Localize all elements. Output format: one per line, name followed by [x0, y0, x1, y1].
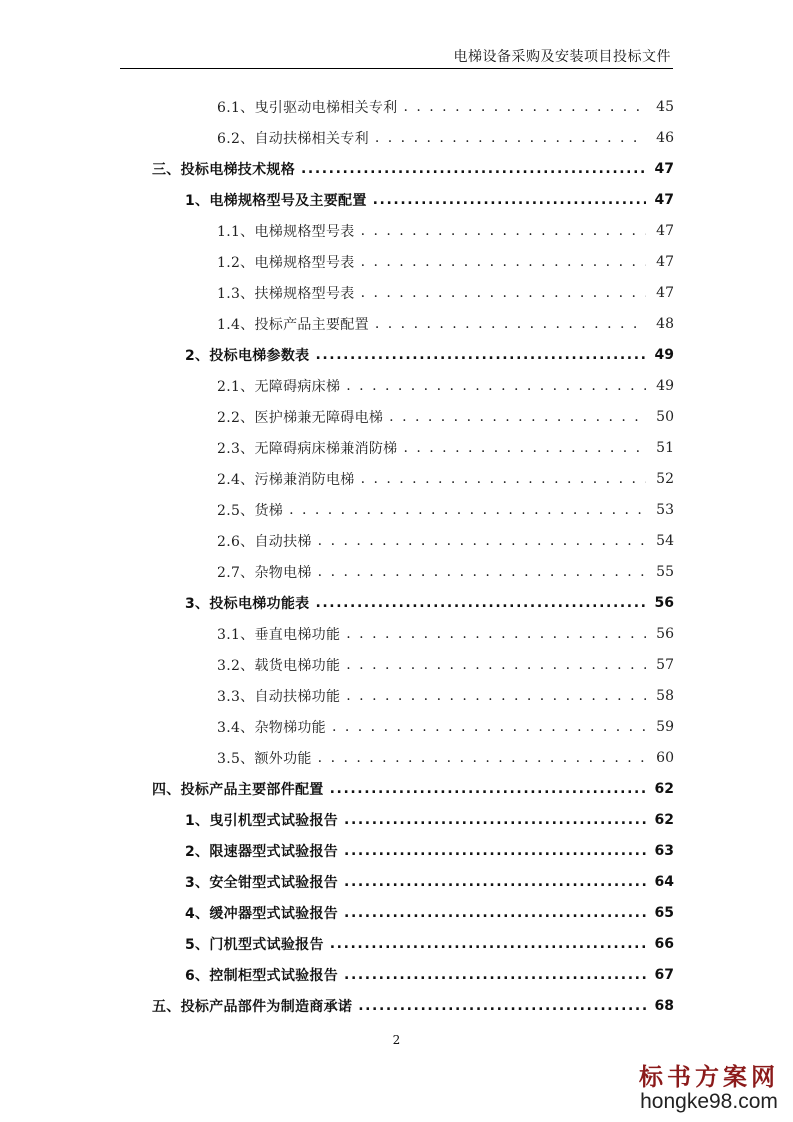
toc-entry-page: 62 [654, 780, 674, 797]
toc-entry-page: 64 [654, 873, 674, 890]
toc-entry-title: 3.4、杂物梯功能 [217, 719, 326, 736]
toc-entry-title: 2.5、货梯 [217, 502, 284, 519]
toc-entry-title: 3.5、额外功能 [217, 750, 312, 767]
toc-entry-page: 65 [654, 904, 674, 921]
toc-entry-title: 2、限速器型式试验报告 [185, 843, 339, 860]
toc-entry-page: 55 [656, 563, 674, 580]
toc-entry-title: 3、投标电梯功能表 [185, 595, 310, 612]
toc-entry-title: 2.4、污梯兼消防电梯 [217, 471, 355, 488]
toc-entry-title: 2.3、无障碍病床梯兼消防梯 [217, 440, 398, 457]
toc-dot-leader [344, 874, 646, 890]
toc-dot-leader [315, 595, 646, 611]
toc-entry-title: 4、缓冲器型式试验报告 [185, 905, 339, 922]
page-number: 2 [392, 1033, 401, 1047]
toc-entry[interactable] [0, 618, 793, 649]
toc-entry[interactable] [0, 711, 793, 742]
toc-entry[interactable] [0, 773, 793, 804]
toc-entry-title: 3、安全钳型式试验报告 [185, 874, 339, 891]
toc-entry[interactable] [0, 463, 793, 494]
toc-entry-page: 53 [656, 501, 674, 518]
toc-entry[interactable] [0, 153, 793, 184]
toc-dot-leader [346, 657, 646, 673]
toc-dot-leader [318, 564, 646, 580]
toc-dot-leader [318, 750, 646, 766]
toc-entry-page: 45 [656, 98, 674, 115]
toc-entry-title: 2、投标电梯参数表 [185, 347, 310, 364]
toc-dot-leader [318, 533, 646, 549]
toc-entry[interactable] [0, 215, 793, 246]
toc-entry-page: 47 [656, 222, 674, 239]
toc-dot-leader [403, 99, 646, 115]
toc-entry[interactable] [0, 339, 793, 370]
toc-entry-title: 四、投标产品主要部件配置 [152, 781, 324, 798]
toc-entry-page: 48 [656, 315, 674, 332]
toc-entry-title: 2.6、自动扶梯 [217, 533, 312, 550]
toc-dot-leader [403, 440, 646, 456]
toc-entry[interactable] [0, 91, 793, 122]
toc-entry[interactable] [0, 680, 793, 711]
toc-entry-page: 56 [656, 625, 674, 642]
toc-entry[interactable] [0, 122, 793, 153]
toc-entry-page: 67 [654, 966, 674, 983]
toc-entry[interactable] [0, 277, 793, 308]
toc-entry-page: 63 [654, 842, 674, 859]
toc-entry-title: 1、曳引机型式试验报告 [185, 812, 339, 829]
toc-entry-title: 3.3、自动扶梯功能 [217, 688, 341, 705]
toc-entry-page: 60 [656, 749, 674, 766]
toc-entry[interactable] [0, 432, 793, 463]
toc-entry-page: 50 [656, 408, 674, 425]
toc-entry[interactable] [0, 556, 793, 587]
toc-entry[interactable] [0, 928, 793, 959]
toc-dot-leader [330, 936, 646, 952]
toc-entry-page: 47 [656, 284, 674, 301]
toc-dot-leader [344, 812, 646, 828]
toc-entry[interactable] [0, 959, 793, 990]
toc-entry-title: 6、控制柜型式试验报告 [185, 967, 339, 984]
toc-entry[interactable] [0, 308, 793, 339]
toc-entry-title: 6.1、曳引驱动电梯相关专利 [217, 99, 398, 116]
toc-entry-page: 66 [654, 935, 674, 952]
toc-entry-title: 1.2、电梯规格型号表 [217, 254, 355, 271]
toc-dot-leader [346, 626, 646, 642]
toc-dot-leader [330, 781, 646, 797]
toc-entry-page: 62 [654, 811, 674, 828]
toc-entry[interactable] [0, 587, 793, 618]
toc-entry-title: 五、投标产品部件为制造商承诺 [152, 998, 353, 1015]
toc-entry-page: 57 [656, 656, 674, 673]
toc-dot-leader [373, 192, 646, 208]
watermark-logo [639, 1057, 779, 1114]
toc-entry-page: 47 [656, 253, 674, 270]
toc-entry[interactable] [0, 401, 793, 432]
toc-dot-leader [361, 223, 646, 239]
toc-entry[interactable] [0, 835, 793, 866]
toc-entry[interactable] [0, 804, 793, 835]
toc-dot-leader [344, 967, 646, 983]
toc-dot-leader [346, 688, 646, 704]
toc-entry[interactable] [0, 525, 793, 556]
toc-dot-leader [289, 502, 646, 518]
toc-dot-leader [361, 285, 646, 301]
toc-entry-page: 68 [654, 997, 674, 1014]
toc-entry-title: 2.7、杂物电梯 [217, 564, 312, 581]
toc-dot-leader [346, 378, 646, 394]
toc-dot-leader [361, 471, 646, 487]
toc-entry[interactable] [0, 897, 793, 928]
toc-entry-page: 52 [656, 470, 674, 487]
page-header [120, 44, 673, 69]
toc-entry-page: 46 [656, 129, 674, 146]
toc-entry-title: 1.3、扶梯规格型号表 [217, 285, 355, 302]
toc-entry[interactable] [0, 649, 793, 680]
toc-dot-leader [344, 905, 646, 921]
toc-dot-leader [389, 409, 646, 425]
toc-entry-page: 51 [656, 439, 674, 456]
toc-entry-title: 1、电梯规格型号及主要配置 [185, 192, 367, 209]
toc-entry-title: 3.2、载货电梯功能 [217, 657, 341, 674]
toc-entry[interactable] [0, 742, 793, 773]
toc-dot-leader [332, 719, 646, 735]
watermark-url: hongke98.com [640, 1090, 778, 1113]
toc-dot-leader [375, 316, 646, 332]
toc-entry[interactable] [0, 246, 793, 277]
toc-entry-page: 49 [656, 377, 674, 394]
toc-entry-title: 1.1、电梯规格型号表 [217, 223, 355, 240]
toc-entry-title: 2.2、医护梯兼无障碍电梯 [217, 409, 384, 426]
toc-entry-title: 5、门机型式试验报告 [185, 936, 324, 953]
toc-entry-page: 47 [654, 160, 674, 177]
toc-entry-page: 49 [654, 346, 674, 363]
toc-entry-page: 54 [656, 532, 674, 549]
toc-entry[interactable] [0, 184, 793, 215]
watermark-cn: 标书方案网 [639, 1062, 779, 1091]
toc-entry-title: 6.2、自动扶梯相关专利 [217, 130, 369, 147]
toc-entry-page: 59 [656, 718, 674, 735]
toc-dot-leader [358, 998, 646, 1014]
toc-entry-title: 三、投标电梯技术规格 [152, 161, 295, 178]
toc-entry-page: 56 [654, 594, 674, 611]
toc-entry-page: 47 [654, 191, 674, 208]
toc-entry[interactable] [0, 866, 793, 897]
header-title: 电梯设备采购及安装项目投标文件 [453, 49, 671, 65]
toc-entry-title: 1.4、投标产品主要配置 [217, 316, 369, 333]
toc-dot-leader [315, 347, 646, 363]
toc-entry-title: 3.1、垂直电梯功能 [217, 626, 341, 643]
toc-entry-page: 58 [656, 687, 674, 704]
toc-entry[interactable] [0, 990, 793, 1021]
toc-dot-leader [361, 254, 646, 270]
table-of-contents [0, 91, 793, 1021]
toc-dot-leader [375, 130, 646, 146]
toc-dot-leader [301, 161, 646, 177]
toc-entry[interactable] [0, 494, 793, 525]
toc-dot-leader [344, 843, 646, 859]
toc-entry[interactable] [0, 370, 793, 401]
toc-entry-title: 2.1、无障碍病床梯 [217, 378, 341, 395]
